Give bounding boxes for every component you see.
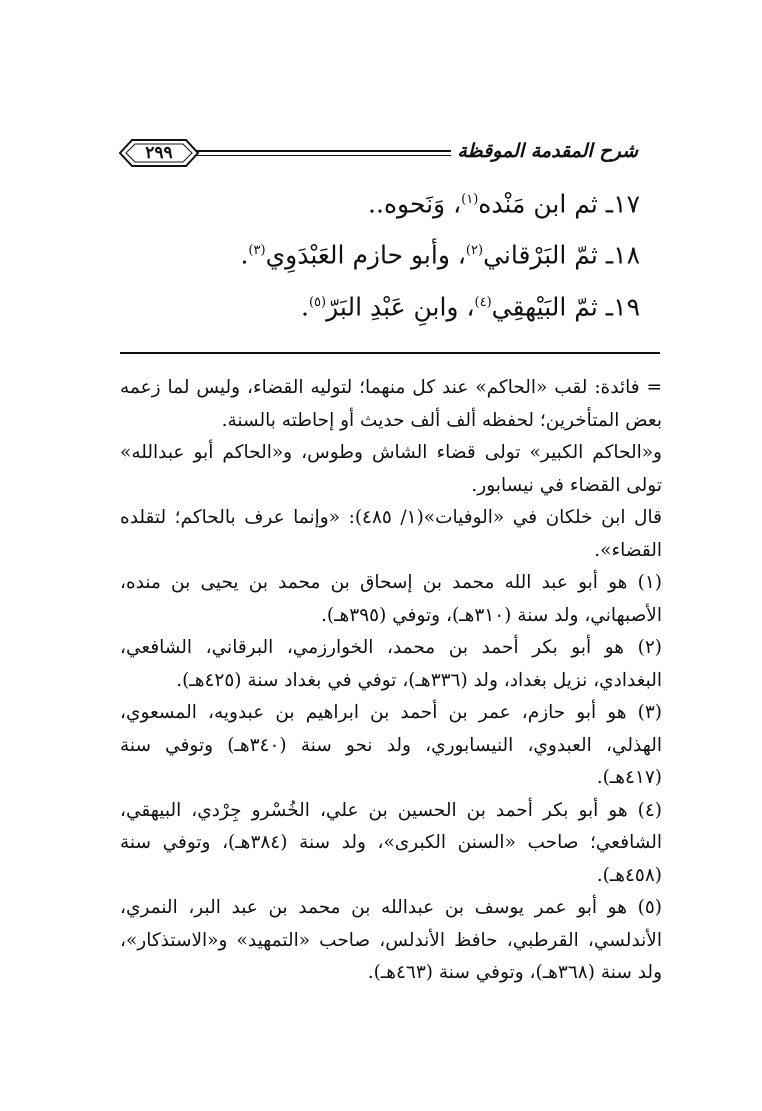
- main-line-text: ١٧ـ ثم ابن مَنْده: [478, 189, 640, 219]
- footnote-continuation: و«الحاكم الكبير» تولى قضاء الشاش وطوس، و«الحاكم أبو عبدالله» تولى القضاء في نيسابور.: [120, 442, 662, 496]
- main-text: [150, 176, 640, 330]
- main-line-text: ١٩ـ ثمّ البَيْهقِي: [491, 291, 640, 321]
- footnote-4: (٤) هو أبو بكر أحمد بن الحسين بن علي، الخُسْرو جِرْدي، البيهقي، الشافعي؛ صاحب «السنن الكبرى»، ولد سنة (٣٨٤هـ)، وتوفي سنة (٤٥٨هـ).: [120, 799, 662, 886]
- footnote-ref: (٥): [308, 294, 327, 310]
- main-line-text: ، وأبو حازم العَبْدَوِي: [265, 240, 466, 270]
- footnote-2: (٢) هو أبو بكر أحمد بن محمد، الخوارزمي، البرقاني، الشافعي، البغدادي، نزيل بغداد، ولد (٣٣٦هـ)، توفي في بغداد سنة (٤٢٥هـ).: [120, 637, 662, 691]
- footnotes: [120, 372, 662, 990]
- footnote-divider: [120, 352, 660, 354]
- footnote-5: (٥) هو أبو عمر يوسف بن عبدالله بن محمد بن عبد البر، النمري، الأندلسي، القرطبي، حافظ الأندلس، صاحب «التمهيد» و«الاستذكار»، ولد سنة (٣٦٨هـ)، وتوفي سنة (٤٦٣هـ).: [120, 897, 662, 983]
- main-line-text: ، وابنِ عَبْدِ البَرّ: [326, 291, 475, 321]
- page-number-badge: [118, 138, 200, 168]
- footnote-1: (١) هو أبو عبد الله محمد بن إسحاق بن محمد بن يحيى بن منده، الأصبهاني، ولد سنة (٣١٠هـ)، وتوفي (٣٩٥هـ).: [120, 572, 662, 626]
- main-line-17: [150, 176, 640, 227]
- running-title: شرح المقدمة الموقظة: [451, 136, 638, 166]
- footnote-continuation: قال ابن خلكان في «الوفيات»(١/ ٤٨٥): «وإنما عرف بالحاكم؛ لتقلده القضاء».: [120, 507, 662, 561]
- footnote-ref: (٢): [465, 243, 484, 259]
- footnote-ref: (٣): [248, 243, 266, 259]
- main-line-text: .: [301, 291, 309, 321]
- footnote-continuation: = فائدة: لقب «الحاكم» عند كل منهما؛ لتوليه القضاء، وليس لما زعمه بعض المتأخرين؛ لحفظه ألف ألف حديث أو إحاطته بالسنة.: [120, 377, 662, 431]
- page-header: [118, 138, 638, 174]
- main-line-text: .: [240, 240, 249, 270]
- footnote-ref: (١): [461, 192, 479, 207]
- main-line-text: ، وَنَحوه..: [368, 189, 462, 219]
- page-number: ٢٩٩: [145, 143, 173, 163]
- main-line-18: [150, 227, 640, 278]
- main-line-text: ١٨ـ ثمّ البَرْقاني: [483, 240, 640, 270]
- main-line-19: [150, 279, 640, 330]
- footnote-3: (٣) هو أبو حازم، عمر بن أحمد بن ابراهيم بن عبدويه، المسعوي، الهذلي، العبدوي، النيسابوري، ولد نحو سنة (٣٤٠هـ) وتوفي سنة (٤١٧هـ).: [120, 702, 663, 788]
- footnote-ref: (٤): [474, 294, 492, 310]
